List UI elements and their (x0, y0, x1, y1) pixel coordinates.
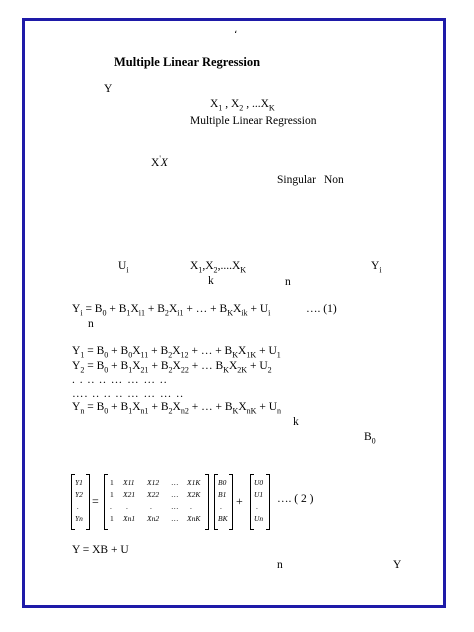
u-i: $U_i$ (118, 260, 129, 275)
equals-sign: = (92, 494, 99, 508)
row-n: $Y_n = B_0 + B_1X_{n1} + B_2X_{n2}$ + … + $B_KX_{nK} + U_n$ (72, 401, 282, 416)
x-matrix-cell: X22 (147, 490, 160, 499)
plus-sign: + (236, 494, 243, 508)
y-bracket-right (86, 474, 90, 530)
equation-1: $Y_i = B_0 + B_1X_{i1} + B_2X_{i1}$ + … + $B_KX_{ik} + U_i$ (72, 303, 271, 318)
y-label: Y (104, 83, 113, 95)
x-matrix-cell: … (171, 478, 179, 487)
u-vector-cell: Un (254, 514, 264, 523)
xx-label: X'X (151, 154, 168, 169)
x-matrix-cell: … (171, 502, 179, 511)
b0-label: $B_0$ (364, 431, 376, 446)
non-text: Non (324, 174, 344, 186)
section-title: Multiple Linear Regression (114, 55, 261, 69)
x-matrix-cell: . (110, 502, 112, 511)
u-bracket-right (266, 474, 270, 530)
x-variables: $X_1$ , $X_2$ , $...X_K$ (210, 98, 275, 113)
x-matrix-cell: X2K (187, 490, 201, 499)
y-vector-cell: Yn (75, 514, 83, 523)
x-matrix-cell: … (171, 490, 179, 499)
equation-1-label: …. (1) (306, 303, 337, 315)
x-matrix-cell: Xn2 (147, 514, 160, 523)
b-vector-cell: B1 (218, 490, 227, 499)
y-i: $Y_i$ (371, 260, 382, 275)
x-matrix-cell: XnK (187, 514, 201, 523)
x-bracket-left (104, 474, 108, 530)
n-label-2: n (88, 318, 94, 330)
x-bracket-right (205, 474, 209, 530)
x-matrix-cell: X1K (187, 478, 201, 487)
x-matrix-cell: 1 (110, 490, 114, 499)
x-matrix-cell: 1 (110, 478, 114, 487)
row-1: $Y_1 = B_0 + B_0X_{11} + B_2X_{12}$ + … + $B_KX_{1K} + U_1$ (72, 345, 281, 360)
matrix-form: Y = XB + U (72, 544, 129, 556)
x-matrix-cell: . (126, 502, 128, 511)
y-vector-cell: Y2 (75, 490, 83, 499)
b-bracket-right (229, 474, 233, 530)
k-label-2: k (293, 416, 299, 428)
k-label: k (208, 275, 214, 287)
x-matrix-cell: X12 (147, 478, 160, 487)
n-label-3: n (277, 559, 283, 571)
singular-text: Singular (277, 174, 316, 186)
b-vector-cell: BK (218, 514, 228, 523)
y-label-end: Y (393, 559, 402, 571)
x-matrix-cell: X21 (123, 490, 136, 499)
u-vector-cell: . (256, 502, 258, 511)
x-list: $X_1,X_2,....X_K$ (190, 260, 247, 275)
u-vector-cell: U1 (254, 490, 264, 499)
b-vector-cell: B0 (218, 478, 227, 487)
row-dots-2: …. .. .. .. … … … .. (72, 388, 184, 400)
u-vector-cell: U0 (254, 478, 264, 487)
equation-2-label: …. ( 2 ) (277, 493, 314, 505)
x-matrix-cell: . (190, 502, 192, 511)
y-vector-cell: . (77, 502, 79, 511)
x-matrix-cell: . (150, 502, 152, 511)
row-2: $Y_2 = B_0 + B_1X_{21} + B_2X_{22}$ + … $B_KX_{2K} + U_2$ (72, 360, 272, 375)
x-matrix-cell: … (171, 514, 179, 523)
subtitle: Multiple Linear Regression (190, 115, 317, 127)
x-matrix-cell: Xn1 (123, 514, 136, 523)
b-vector-cell: . (220, 502, 222, 511)
n-label: n (285, 276, 291, 288)
row-dots-1: . . .. .. … … … .. (72, 374, 168, 386)
x-matrix-cell: X11 (123, 478, 135, 487)
x-matrix-cell: 1 (110, 514, 114, 523)
top-mark: ، (234, 25, 238, 36)
y-vector-cell: Y1 (75, 478, 83, 487)
